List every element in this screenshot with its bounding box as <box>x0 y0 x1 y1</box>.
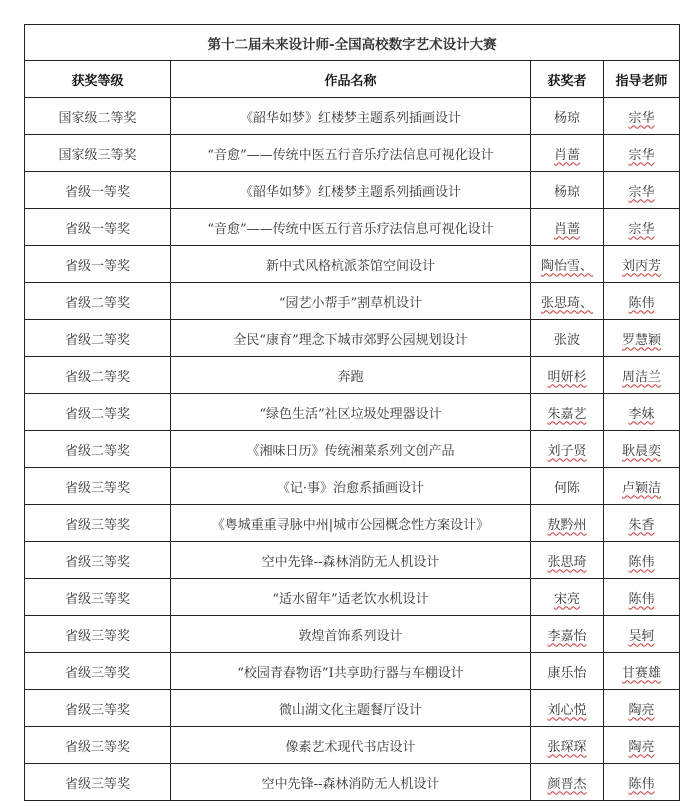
teacher-name: 陈伟 <box>628 776 655 792</box>
winner-name: 张思琦 <box>547 554 587 570</box>
work-name: 《粤城重重寻脉中州|城市公园概念性方案设计》 <box>211 517 490 533</box>
work-name: “音愈”——传统中医五行音乐疗法信息可视化设计 <box>207 147 494 163</box>
winner-name-cell <box>531 505 604 542</box>
award-level: 省级二等奖 <box>64 295 130 311</box>
teacher-name-cell <box>604 135 680 172</box>
teacher-name: 宗华 <box>628 110 655 126</box>
award-level: 省级三等奖 <box>64 776 130 792</box>
table-row <box>25 468 680 505</box>
winner-name-cell <box>531 283 604 320</box>
teacher-name-cell <box>604 209 680 246</box>
work-name-cell <box>171 283 531 320</box>
table-row <box>25 246 680 283</box>
winner-name: 刘子贤 <box>547 443 587 459</box>
work-name-cell <box>171 135 531 172</box>
award-level-cell <box>25 505 171 542</box>
teacher-name-cell <box>604 542 680 579</box>
awards-table <box>24 24 680 801</box>
award-level: 省级三等奖 <box>64 628 130 644</box>
teacher-name-cell <box>604 394 680 431</box>
winner-name: 张波 <box>553 332 580 348</box>
teacher-name-cell <box>604 505 680 542</box>
table-row <box>25 542 680 579</box>
header-row <box>25 61 680 98</box>
winner-name: 杨琼 <box>553 110 580 126</box>
work-name: 空中先锋--森林消防无人机设计 <box>261 554 440 570</box>
award-level: 省级三等奖 <box>64 739 130 755</box>
winner-name-cell <box>531 431 604 468</box>
award-level-cell <box>25 653 171 690</box>
winner-name: 朱嘉艺 <box>547 406 587 422</box>
teacher-name: 陈伟 <box>628 554 655 570</box>
work-name: “绿色生活”社区垃圾处理器设计 <box>259 406 442 422</box>
winner-name: 张琛琛 <box>547 739 587 755</box>
award-level-cell <box>25 616 171 653</box>
work-name: 《韶华如梦》红楼梦主题系列插画设计 <box>239 184 461 200</box>
winner-name-cell <box>531 357 604 394</box>
table-row <box>25 579 680 616</box>
teacher-name: 陈伟 <box>628 591 655 607</box>
table-row <box>25 394 680 431</box>
work-name-cell <box>171 209 531 246</box>
teacher-name-cell <box>604 653 680 690</box>
award-level: 省级二等奖 <box>64 332 130 348</box>
winner-name-cell <box>531 98 604 135</box>
table-row <box>25 357 680 394</box>
award-level: 省级二等奖 <box>64 406 130 422</box>
award-level-cell <box>25 209 171 246</box>
table-row <box>25 135 680 172</box>
table-row <box>25 320 680 357</box>
award-level: 国家级三等奖 <box>58 147 137 163</box>
work-name: 全民“康育”理念下城市郊野公园规划设计 <box>233 332 468 348</box>
winner-name: 康乐怡 <box>547 665 587 681</box>
award-level-cell <box>25 357 171 394</box>
award-level-cell <box>25 431 171 468</box>
award-level: 国家级二等奖 <box>58 110 137 126</box>
teacher-name-cell <box>604 764 680 801</box>
work-name-cell <box>171 172 531 209</box>
work-name-cell <box>171 505 531 542</box>
teacher-name-cell <box>604 98 680 135</box>
work-name-cell <box>171 579 531 616</box>
teacher-name: 陶亮 <box>628 739 655 755</box>
header-level: 获奖等级 <box>25 61 171 98</box>
award-level: 省级二等奖 <box>64 443 130 459</box>
work-name: 《湘味日历》传统湘菜系列文创产品 <box>246 443 455 459</box>
table-row <box>25 431 680 468</box>
award-level-cell <box>25 394 171 431</box>
teacher-name: 陶亮 <box>628 702 655 718</box>
winner-name-cell <box>531 394 604 431</box>
header-teacher: 指导老师 <box>604 61 680 98</box>
teacher-name: 宗华 <box>628 147 655 163</box>
teacher-name-cell <box>604 431 680 468</box>
winner-name-cell <box>531 653 604 690</box>
winner-name-cell <box>531 246 604 283</box>
table-row <box>25 505 680 542</box>
work-name: 《记·事》治愈系插画设计 <box>276 480 425 496</box>
work-name-cell <box>171 357 531 394</box>
work-name: 像素艺术现代书店设计 <box>285 739 416 755</box>
teacher-name-cell <box>604 616 680 653</box>
winner-name-cell <box>531 172 604 209</box>
work-name: 敦煌首饰系列设计 <box>298 628 403 644</box>
winner-name-cell <box>531 468 604 505</box>
table-row <box>25 283 680 320</box>
work-name-cell <box>171 98 531 135</box>
award-level: 省级三等奖 <box>64 591 130 607</box>
table-row <box>25 172 680 209</box>
teacher-name-cell <box>604 727 680 764</box>
work-name-cell <box>171 542 531 579</box>
work-name-cell <box>171 394 531 431</box>
award-level: 省级一等奖 <box>64 184 130 200</box>
teacher-name: 耿晨奕 <box>622 443 662 459</box>
work-name: 《韶华如梦》红楼梦主题系列插画设计 <box>239 110 461 126</box>
award-level: 省级三等奖 <box>64 702 130 718</box>
work-name: 微山湖文化主题餐厅设计 <box>278 702 422 718</box>
winner-name: 何陈 <box>553 480 580 496</box>
work-name-cell <box>171 653 531 690</box>
winner-name: 杨琼 <box>553 184 580 200</box>
award-level-cell <box>25 468 171 505</box>
award-level: 省级一等奖 <box>64 221 130 237</box>
award-level: 省级三等奖 <box>64 554 130 570</box>
work-name-cell <box>171 764 531 801</box>
teacher-name: 甘赛雄 <box>622 665 662 681</box>
winner-name: 李嘉怡 <box>547 628 587 644</box>
table-row <box>25 209 680 246</box>
table-row <box>25 653 680 690</box>
teacher-name: 李妹 <box>628 406 655 422</box>
title-row <box>25 25 680 61</box>
table-row <box>25 727 680 764</box>
work-name: 空中先锋--森林消防无人机设计 <box>261 776 440 792</box>
award-level: 省级三等奖 <box>64 480 130 496</box>
teacher-name: 朱香 <box>628 517 655 533</box>
award-level-cell <box>25 283 171 320</box>
winner-name: 明妍杉 <box>547 369 587 385</box>
winner-name-cell <box>531 579 604 616</box>
award-level-cell <box>25 98 171 135</box>
work-name: 奔跑 <box>337 369 364 385</box>
winner-name-cell <box>531 727 604 764</box>
award-level: 省级二等奖 <box>64 369 130 385</box>
award-level-cell <box>25 172 171 209</box>
winner-name: 陶怡雪、 <box>540 258 593 274</box>
work-name-cell <box>171 727 531 764</box>
teacher-name: 刘丙芳 <box>622 258 662 274</box>
award-level-cell <box>25 690 171 727</box>
table-row <box>25 616 680 653</box>
teacher-name-cell <box>604 246 680 283</box>
teacher-name-cell <box>604 357 680 394</box>
header-work: 作品名称 <box>171 61 531 98</box>
teacher-name: 卢颖洁 <box>622 480 662 496</box>
teacher-name: 罗慧颖 <box>622 332 662 348</box>
winner-name-cell <box>531 320 604 357</box>
winner-name-cell <box>531 135 604 172</box>
award-level-cell <box>25 246 171 283</box>
teacher-name-cell <box>604 283 680 320</box>
teacher-name-cell <box>604 690 680 727</box>
work-name-cell <box>171 320 531 357</box>
award-level-cell <box>25 727 171 764</box>
teacher-name-cell <box>604 579 680 616</box>
award-level: 省级一等奖 <box>64 258 130 274</box>
teacher-name-cell <box>604 172 680 209</box>
work-name-cell <box>171 616 531 653</box>
winner-name: 宋亮 <box>553 591 580 607</box>
winner-name: 颜晋杰 <box>547 776 587 792</box>
teacher-name: 陈伟 <box>628 295 655 311</box>
award-level-cell <box>25 542 171 579</box>
work-name-cell <box>171 431 531 468</box>
winner-name-cell <box>531 542 604 579</box>
work-name: “园艺小帮手”割草机设计 <box>278 295 423 311</box>
winner-name-cell <box>531 616 604 653</box>
teacher-name-cell <box>604 468 680 505</box>
winner-name: 张思琦、 <box>540 295 593 311</box>
award-level: 省级三等奖 <box>64 665 130 681</box>
award-level: 省级三等奖 <box>64 517 130 533</box>
work-name-cell <box>171 246 531 283</box>
teacher-name: 周洁兰 <box>622 369 662 385</box>
winner-name-cell <box>531 764 604 801</box>
winner-name: 敖黔州 <box>547 517 587 533</box>
work-name: “校园青春物语”I共享助行器与车棚设计 <box>237 665 464 681</box>
work-name-cell <box>171 690 531 727</box>
work-name: “音愈”——传统中医五行音乐疗法信息可视化设计 <box>207 221 494 237</box>
header-winner: 获奖者 <box>531 61 604 98</box>
award-level-cell <box>25 320 171 357</box>
table-title: 第十二届未来设计师-全国高校数字艺术设计大赛 <box>25 25 680 61</box>
award-level-cell <box>25 135 171 172</box>
teacher-name: 宗华 <box>628 221 655 237</box>
table-row <box>25 98 680 135</box>
winner-name-cell <box>531 690 604 727</box>
teacher-name: 宗华 <box>628 184 655 200</box>
teacher-name: 吴轲 <box>628 628 655 644</box>
award-level-cell <box>25 764 171 801</box>
table-row <box>25 690 680 727</box>
award-level-cell <box>25 579 171 616</box>
work-name: “适水留年”适老饮水机设计 <box>272 591 429 607</box>
work-name-cell <box>171 468 531 505</box>
winner-name: 肖蔷 <box>553 221 580 237</box>
winner-name-cell <box>531 209 604 246</box>
winner-name: 肖蔷 <box>553 147 580 163</box>
table-row <box>25 764 680 801</box>
work-name: 新中式风格杭派茶馆空间设计 <box>265 258 435 274</box>
winner-name: 刘心悦 <box>547 702 587 718</box>
teacher-name-cell <box>604 320 680 357</box>
